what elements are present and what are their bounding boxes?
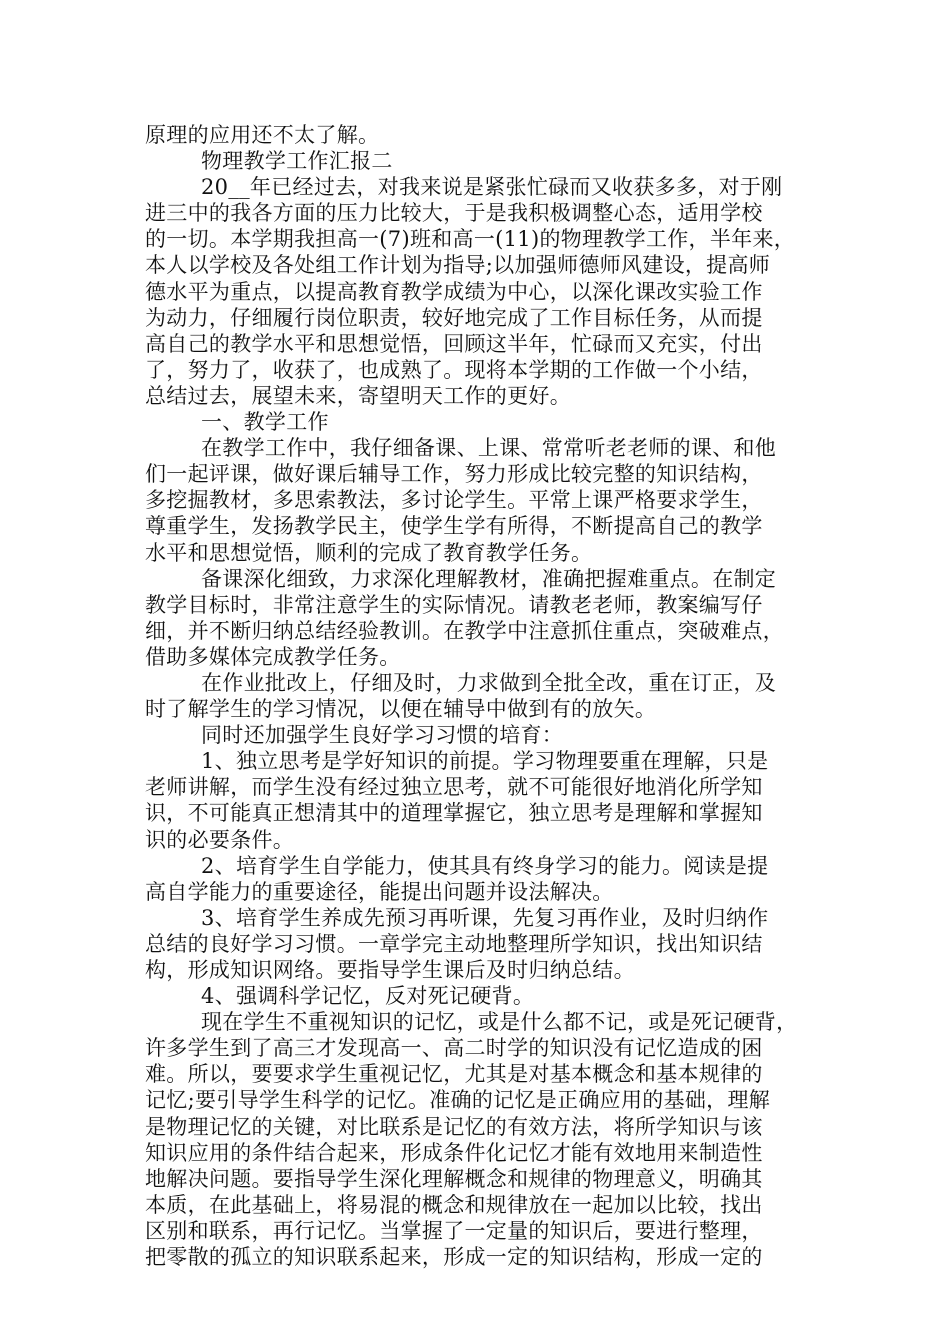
paragraph-start-line: 物理教学工作汇报二 xyxy=(201,149,393,174)
text-line: 原理的应用还不太了解。 xyxy=(145,123,380,147)
text-line: 区别和联系，再行记忆。当掌握了一定量的知识后，要进行整理， xyxy=(145,1218,763,1243)
text-line: 许多学生到了高三才发现高一、高二时学的知识没有记忆造成的困 xyxy=(145,1036,763,1061)
text-line: 总结的良好学习习惯。一章学完主动地整理所学知识，找出知识结 xyxy=(145,931,763,956)
paragraph-start-line: 3、培育学生养成先预习再听课，先复习再作业，及时归纳作 xyxy=(201,905,769,930)
paragraph-start-line: 现在学生不重视知识的记忆，或是什么都不记，或是死记硬背， xyxy=(201,1010,798,1035)
text-line: 构，形成知识网络。要指导学生课后及时归纳总结。 xyxy=(145,958,635,982)
text-line: 地解决问题。要指导学生深化理解概念和规律的物理意义，明确其 xyxy=(145,1166,763,1191)
text-line: 老师讲解，而学生没有经过独立思考，就不可能很好地消化所学知 xyxy=(145,775,763,800)
text-line: 总结过去，展望未来，寄望明天工作的更好。 xyxy=(145,383,571,408)
text-line: 本质，在此基础上，将易混的概念和规律放在一起加以比较，找出 xyxy=(145,1192,763,1217)
text-line: 尊重学生，发扬教学民主，使学生学有所得，不断提高自己的教学 xyxy=(145,514,763,539)
text-line: 时了解学生的学习情况，以便在辅导中做到有的放矢。 xyxy=(145,697,657,722)
paragraph-start-line: 在教学工作中，我仔细备课、上课、常常听老老师的课、和他 xyxy=(201,436,777,461)
paragraph-start-line: 同时还加强学生良好学习习惯的培育： xyxy=(201,723,564,748)
paragraph-start-line: 在作业批改上，仔细及时，力求做到全批全改，重在订正，及 xyxy=(201,670,777,695)
document-body xyxy=(145,122,805,1270)
text-line: 难。所以，要要求学生重视记忆，尤其是对基本概念和基本规律的 xyxy=(145,1062,763,1087)
text-line: 知识应用的条件结合起来，形成条件化记忆才能有效地用来制造性 xyxy=(145,1140,763,1165)
text-line: 借助多媒体完成教学任务。 xyxy=(145,644,401,669)
text-line: 把零散的孤立的知识联系起来，形成一定的知识结构，形成一定的 xyxy=(145,1245,763,1270)
text-line: 的一切。本学期我担高一(7)班和高一(11)的物理教学工作，半年来， xyxy=(145,227,796,252)
text-line: 们一起评课，做好课后辅导工作，努力形成比较完整的知识结构， xyxy=(145,462,763,487)
text-line: 教学目标时，非常注意学生的实际情况。请教老老师，教案编写仔 xyxy=(145,592,763,617)
text-line: 识，不可能真正想清其中的道理掌握它，独立思考是理解和掌握知 xyxy=(145,801,763,826)
text-line: 高自学能力的重要途径，能提出问题并设法解决。 xyxy=(145,879,614,904)
text-line: 德水平为重点，以提高教育教学成绩为中心，以深化课改实验工作 xyxy=(145,279,763,304)
text-line: 是物理记忆的关键，对比联系是记忆的有效方法，将所学知识与该 xyxy=(145,1114,763,1139)
paragraph-start-line: 20__年已经过去，对我来说是紧张忙碌而又收获多多，对于刚 xyxy=(201,175,783,200)
text-line: 了，努力了，收获了，也成熟了。现将本学期的工作做一个小结， xyxy=(145,357,763,382)
text-line: 为动力，仔细履行岗位职责，较好地完成了工作目标任务，从而提 xyxy=(145,305,763,330)
text-line: 水平和思想觉悟，顺利的完成了教育教学任务。 xyxy=(145,540,593,565)
paragraph-start-line: 4、强调科学记忆，反对死记硬背。 xyxy=(201,984,535,1009)
text-line: 识的必要条件。 xyxy=(145,827,295,852)
text-line: 细，并不断归纳总结经验教训。在教学中注意抓住重点，突破难点， xyxy=(145,618,784,643)
text-line: 多挖掘教材，多思索教法，多讨论学生。平常上课严格要求学生， xyxy=(145,488,763,513)
text-line: 记忆;要引导学生科学的记忆。准确的记忆是正确应用的基础，理解 xyxy=(145,1088,771,1113)
text-line: 进三中的我各方面的压力比较大，于是我积极调整心态，适用学校 xyxy=(145,201,763,226)
paragraph-start-line: 备课深化细致，力求深化理解教材，准确把握难重点。在制定 xyxy=(201,566,777,591)
text-line: 本人以学校及各处组工作计划为指导;以加强师德师风建设，提高师 xyxy=(145,253,771,278)
paragraph-start-line: 2、培育学生自学能力，使其具有终身学习的能力。阅读是提 xyxy=(201,853,769,878)
paragraph-start-line: 一、教学工作 xyxy=(201,410,329,435)
text-line: 高自己的教学水平和思想觉悟，回顾这半年，忙碌而又充实，付出 xyxy=(145,331,763,356)
paragraph-start-line: 1、独立思考是学好知识的前提。学习物理要重在理解，只是 xyxy=(201,749,769,774)
